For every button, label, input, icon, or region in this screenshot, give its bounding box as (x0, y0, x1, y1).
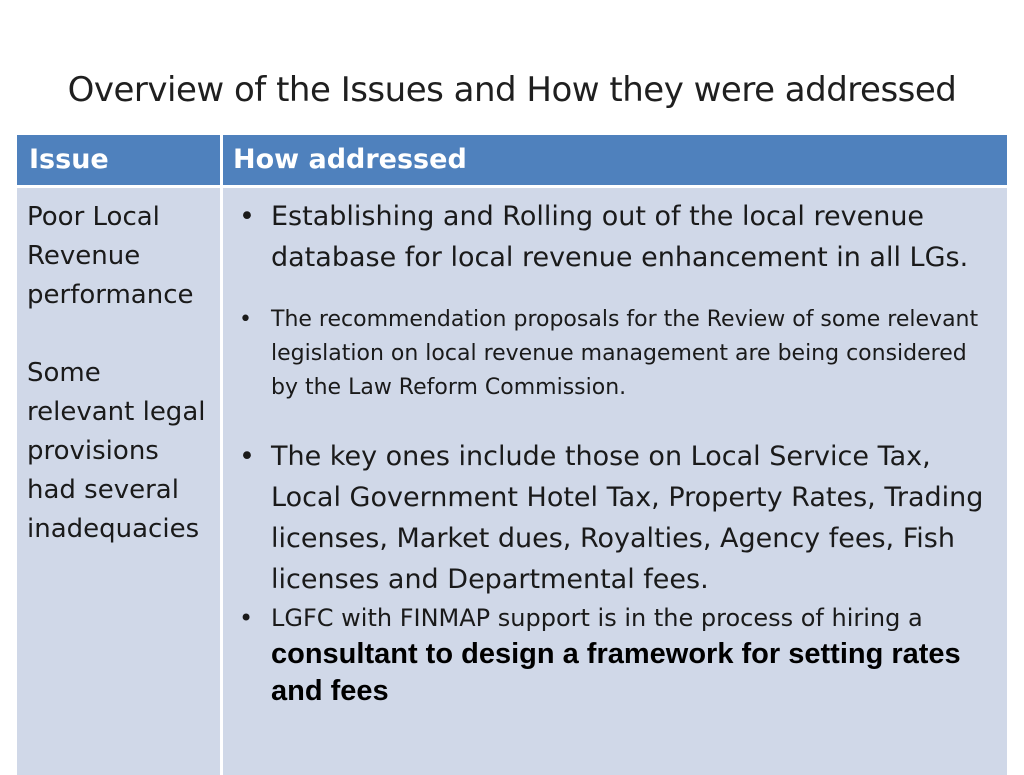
bullet-icon: • (239, 441, 255, 472)
header-issue: Issue (17, 135, 220, 185)
issue-poor-revenue: Poor Local Revenue performance (27, 202, 194, 310)
issues-table (17, 135, 1007, 775)
how-addressed-cell (223, 188, 1007, 775)
bullet-icon: • (239, 604, 254, 632)
emphasis-text: consultant to design a framework for setting rates and fees (271, 638, 961, 707)
action-list (233, 196, 997, 710)
list-item: • The key ones include those on Local Service Tax, Local Government Hotel Tax, Property Rates, Trading licenses, Market dues, Royalties, Agency fees, Fish licenses and Departmental fees. (233, 436, 997, 600)
list-item: • The recommendation proposals for the Review of some relevant legislation on local revenue management are being considered by the Law Reform Commission. (233, 303, 997, 405)
bullet-icon: • (239, 201, 255, 232)
list-item: • LGFC with FINMAP support is in the process of hiring a consultant to design a framework for setting rates and fees (233, 600, 997, 710)
header-how-addressed: How addressed (223, 135, 1007, 185)
issue-cell (17, 188, 220, 775)
slide-title: Overview of the Issues and How they were addressed (67, 70, 957, 110)
issue-legal-provisions: Some relevant legal provisions had several inadequacies (27, 358, 206, 544)
bullet-icon: • (239, 307, 252, 332)
list-item: • Establishing and Rolling out of the local revenue database for local revenue enhancement in all LGs. (233, 196, 997, 278)
